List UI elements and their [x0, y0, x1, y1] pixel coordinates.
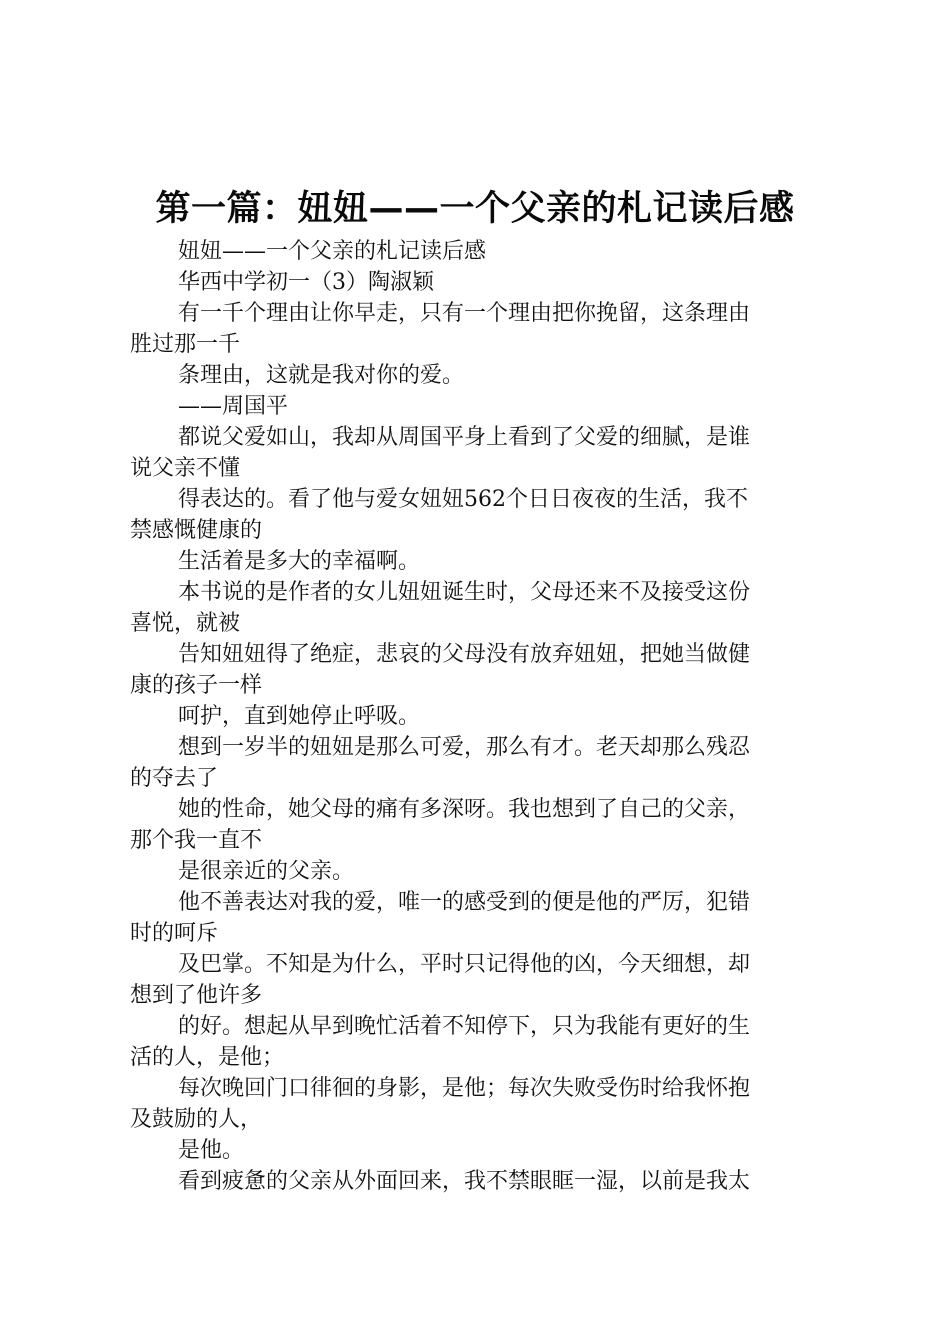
text-line: 想到了他许多 [130, 983, 263, 1008]
text-line: 说父亲不懂 [130, 456, 241, 481]
text-line: 是很亲近的父亲。 [178, 859, 355, 884]
text-line: 想到一岁半的妞妞是那么可爱，那么有才。老天却那么残忍 [178, 735, 751, 760]
text-line: 告知妞妞得了绝症，悲哀的父母没有放弃妞妞，把她当做健 [178, 642, 751, 667]
text-line: 本书说的是作者的女儿妞妞诞生时，父母还来不及接受这份 [178, 580, 751, 605]
text-line: 的好。想起从早到晚忙活着不知停下，只为我能有更好的生 [178, 1014, 751, 1039]
text-line: 及鼓励的人， [130, 1107, 263, 1132]
document-title: 第一篇：妞妞——一个父亲的札记读后感 [155, 189, 795, 229]
text-line: 生活着是多大的幸福啊。 [178, 549, 421, 574]
text-line: 每次晚回门口徘徊的身影，是他；每次失败受伤时给我怀抱 [178, 1076, 751, 1101]
text-line: 的夺去了 [130, 766, 219, 791]
text-line: 胜过那一千 [130, 332, 241, 357]
text-line: 及巴掌。不知是为什么，平时只记得他的凶，今天细想，却 [178, 952, 751, 977]
text-line: 得表达的。看了他与爱女妞妞562个日日夜夜的生活，我不 [178, 487, 748, 512]
text-line: 康的孩子一样 [130, 673, 263, 698]
text-line: 喜悦，就被 [130, 611, 241, 636]
text-line: 那个我一直不 [130, 828, 263, 853]
text-line: 时的呵斥 [130, 921, 219, 946]
text-line: 呵护，直到她停止呼吸。 [178, 704, 421, 729]
text-line: 有一千个理由让你早走，只有一个理由把你挽留，这条理由 [178, 301, 751, 326]
text-line: 是他。 [178, 1138, 245, 1163]
document-body [130, 236, 840, 1197]
text-line: 华西中学初一（3）陶淑颖 [178, 270, 434, 295]
text-line: 活的人，是他； [130, 1045, 285, 1070]
text-line: 她的性命，她父母的痛有多深呀。我也想到了自己的父亲， [178, 797, 751, 822]
text-line: 他不善表达对我的爱，唯一的感受到的便是他的严厉，犯错 [178, 890, 751, 915]
text-line: 看到疲惫的父亲从外面回来，我不禁眼眶一湿，以前是我太 [178, 1169, 751, 1194]
text-line: 妞妞——一个父亲的札记读后感 [178, 239, 487, 264]
text-line: 都说父爱如山，我却从周国平身上看到了父爱的细腻，是谁 [178, 425, 751, 450]
text-line: ——周国平 [178, 394, 289, 419]
text-line: 禁感慨健康的 [130, 518, 263, 543]
text-line: 条理由，这就是我对你的爱。 [178, 363, 465, 388]
